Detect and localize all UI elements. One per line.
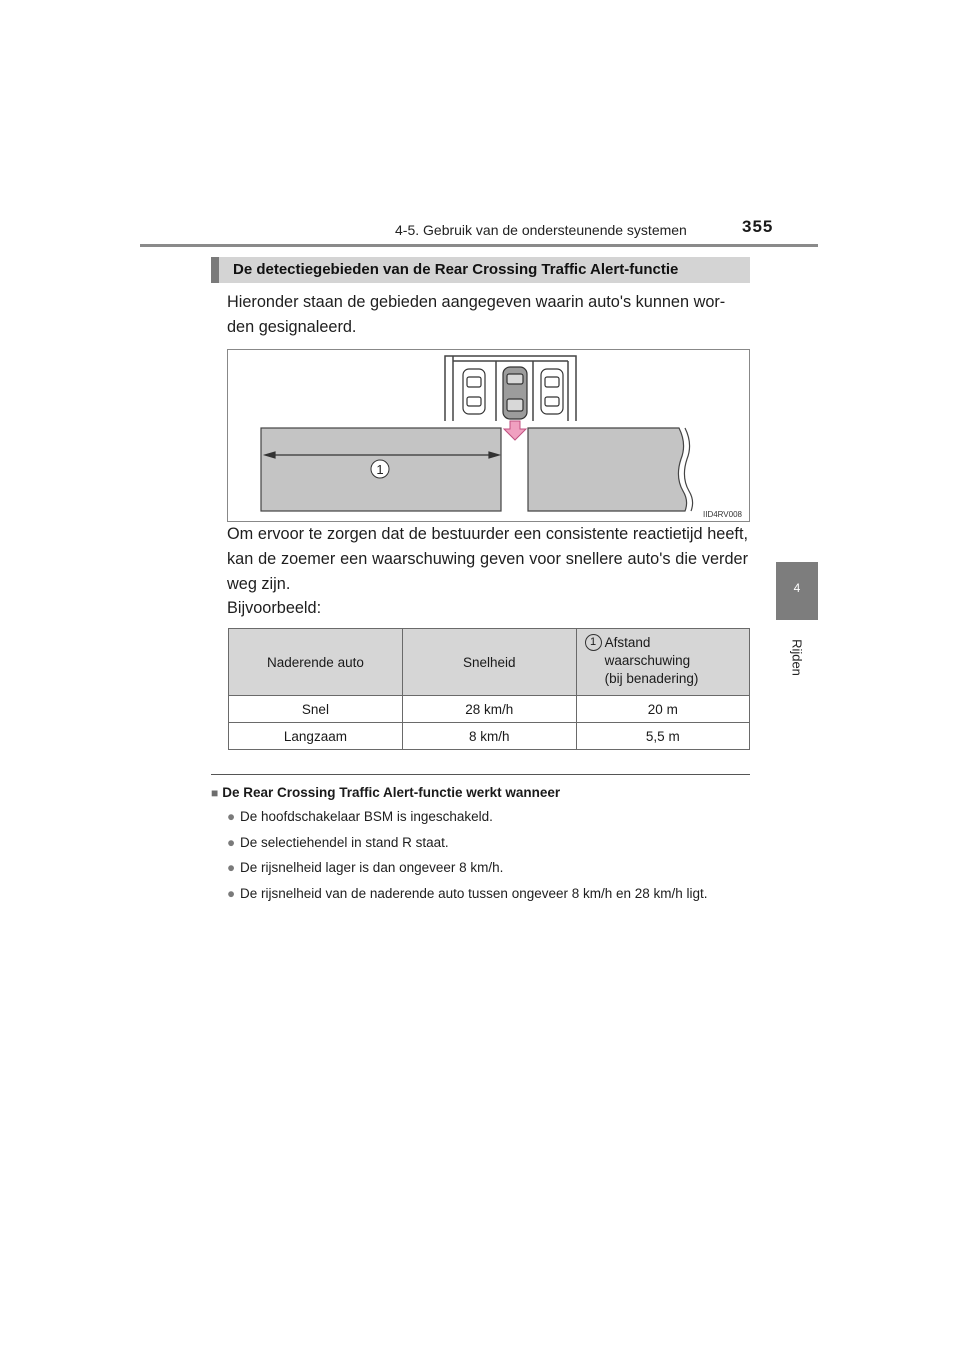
parked-car-left	[463, 369, 485, 414]
square-bullet-icon: ■	[211, 786, 219, 800]
bullet-icon: ●	[227, 886, 236, 901]
figure-code: IID4RV008	[703, 510, 742, 519]
subsection-rule	[211, 774, 750, 775]
table-header-cell: Snelheid	[402, 629, 576, 696]
list-item	[227, 858, 750, 878]
bullet-icon: ●	[227, 860, 236, 875]
chapter-number: 4	[793, 581, 801, 595]
parked-car-right	[541, 369, 563, 414]
example-label: Bijvoorbeeld:	[227, 599, 322, 617]
table-cell: 20 m	[576, 696, 749, 723]
table-header-cell	[576, 629, 749, 696]
intro-paragraph: Hieronder staan de gebieden aangegeven waarin auto's kunnen wor-den gesignaleerd.	[227, 293, 726, 336]
bullet-icon: ●	[227, 809, 236, 824]
own-car	[503, 367, 527, 419]
list-item-text: De rijsnelheid lager is dan ongeveer 8 km/h.	[240, 860, 504, 875]
chapter-tab	[776, 562, 818, 620]
warning-distance-table	[228, 628, 750, 750]
callout-number-icon: 1	[585, 634, 602, 651]
detection-area-illustration	[227, 349, 750, 522]
list-item	[227, 833, 750, 853]
table-row	[229, 723, 750, 750]
list-item-text: De rijsnelheid van de naderende auto tussen ongeveer 8 km/h en 28 km/h ligt.	[240, 886, 708, 901]
detection-area-figure	[227, 349, 750, 522]
header-line: Afstand	[604, 635, 651, 650]
list-item-text: De hoofdschakelaar BSM is ingeschakeld.	[240, 809, 493, 824]
table-cell: 5,5 m	[576, 723, 749, 750]
section-title-bar	[211, 257, 750, 283]
page-number: 355	[742, 217, 774, 236]
list-item	[227, 807, 750, 827]
subsection-title-text: De Rear Crossing Traffic Alert-functie werkt wanneer	[222, 785, 561, 800]
bullet-icon: ●	[227, 835, 236, 850]
chapter-label: Rijden	[789, 639, 805, 676]
section-title: De detectiegebieden van de Rear Crossing Traffic Alert-functie	[233, 261, 679, 278]
table-cell: 28 km/h	[402, 696, 576, 723]
table-cell: Langzaam	[229, 723, 403, 750]
table-header-row	[229, 629, 750, 696]
table-cell: Snel	[229, 696, 403, 723]
subsection-title	[211, 785, 560, 800]
table-header-cell: Naderende auto	[229, 629, 403, 696]
header-line: waarschuwing	[604, 653, 691, 668]
header-rule	[140, 244, 818, 247]
header-line: (bij benadering)	[604, 671, 699, 686]
section-header: 4-5. Gebruik van de ondersteunende systemen	[395, 222, 687, 238]
table-row	[229, 696, 750, 723]
detection-area-right	[528, 428, 687, 511]
warning-paragraph: Om ervoor te zorgen dat de bestuurder een consistente reactietijd heeft, kan de zoemer een waarschuwing geven voor snellere auto's die verder weg zijn.	[227, 525, 748, 593]
list-item-text: De selectiehendel in stand R staat.	[240, 835, 449, 850]
list-item	[227, 884, 750, 904]
callout-number: 1	[376, 462, 384, 477]
table-cell: 8 km/h	[402, 723, 576, 750]
